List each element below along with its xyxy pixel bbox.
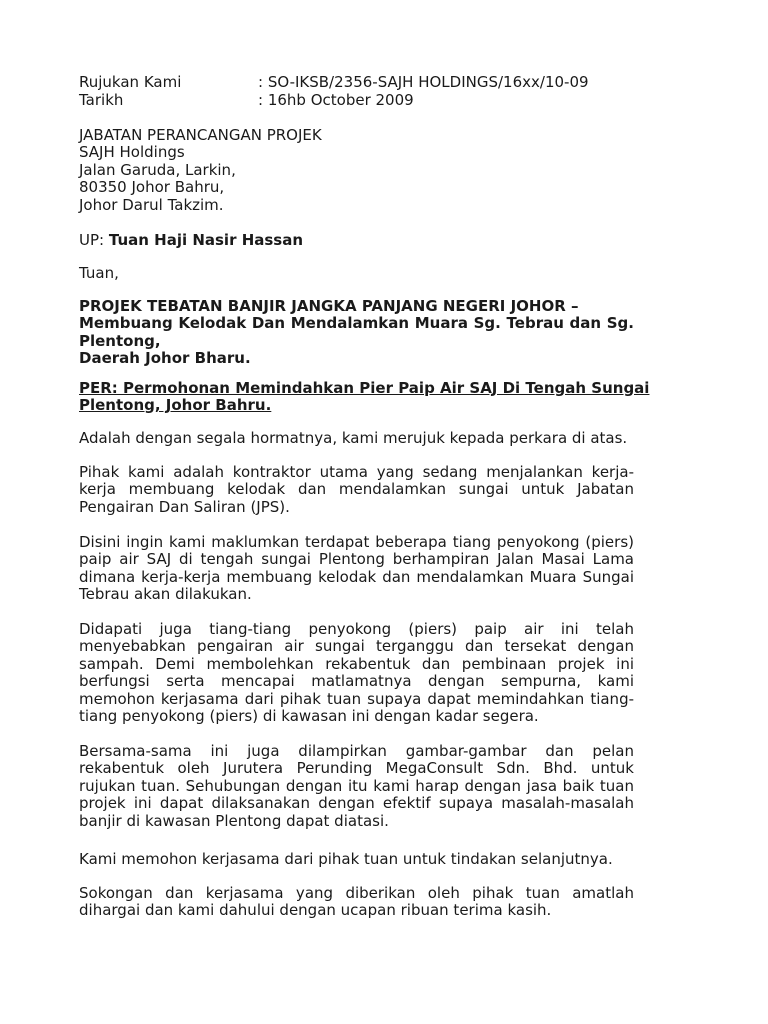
paragraph-1 [79,430,634,447]
paragraph-line: Tebrau akan dilakukan. [79,585,252,604]
subject-line: Plentong, Johor Bahru. [79,396,272,415]
subject-heading [79,379,650,415]
paragraph-5 [79,743,634,830]
attention-label: UP: [79,231,109,249]
paragraph-line: tiang penyokong (piers) di kawasan ini dengan kadar segera. [79,707,539,726]
paragraph-line: memohon kerjasama dari pihak tuan supaya dapat memindahkan tiang- [79,689,634,708]
paragraph-line: projek ini dapat dilaksanakan dengan efektif supaya masalah-masalah [79,794,634,813]
paragraph-line: paip air SAJ di tengah sungai Plentong berhampiran Jalan Masai Lama [79,550,634,569]
address-line: SAJH Holdings [79,143,185,162]
address-line: Jalan Garuda, Larkin, [79,160,236,179]
date-label: Tarikh [79,90,124,109]
reference-label: Rujukan Kami [79,73,182,91]
paragraph-line: Bersama-sama ini juga dilampirkan gambar-gambar dan pelan [79,742,634,760]
subject-line: PER: Permohonan Memindahkan Pier Paip Air SAJ Di Tengah Sungai [79,379,650,397]
salutation: Tuan, [79,264,119,282]
paragraph-line: rekabentuk oleh Jurutera Perunding MegaConsult Sdn. Bhd. untuk [79,759,634,778]
project-heading [79,298,634,368]
paragraph-line: Sokongan dan kerjasama yang diberikan oleh pihak tuan amatlah [79,884,634,902]
paragraph-7 [79,885,634,920]
paragraph-line: Pengairan Dan Saliran (JPS). [79,497,290,516]
paragraph-2 [79,464,634,516]
paragraph-line: menyebabkan pengairan air sungai terganggu dan tersekat dengan [79,637,634,656]
project-heading-line: Membuang Kelodak Dan Mendalamkan Muara Sg. Tebrau dan Sg. [79,314,634,333]
paragraph-line: Disini ingin kami maklumkan terdapat beberapa tiang penyokong (piers) [79,533,634,551]
attention-line [79,232,634,249]
paragraph-line: Kami memohon kerjasama dari pihak tuan untuk tindakan selanjutnya. [79,850,613,868]
paragraph-line: kerja membuang kelodak dan mendalamkan sungai untuk Jabatan [79,480,634,499]
reference-value: : SO-IKSB/2356-SAJH HOLDINGS/16xx/10-09 [258,73,589,91]
date-value: : 16hb October 2009 [258,90,414,109]
paragraph-6 [79,851,634,868]
paragraph-line: Adalah dengan segala hormatnya, kami merujuk kepada perkara di atas. [79,429,628,447]
paragraph-line: dihargai dan kami dahului dengan ucapan ribuan terima kasih. [79,901,552,920]
project-heading-line: PROJEK TEBATAN BANJIR JANGKA PANJANG NEGERI JOHOR – [79,297,579,315]
recipient-address [79,127,634,214]
paragraph-line: Didapati juga tiang-tiang penyokong (piers) paip air ini telah [79,620,634,638]
address-line: JABATAN PERANCANGAN PROJEK [79,126,322,144]
project-heading-line: Daerah Johor Bharu. [79,349,251,368]
paragraph-line: Pihak kami adalah kontraktor utama yang sedang menjalankan kerja- [79,463,634,481]
paragraph-4 [79,621,634,725]
paragraph-line: sampah. Demi membolehkan rekabentuk dan pembinaan projek ini [79,654,634,673]
paragraph-line: dimana kerja-kerja membuang kelodak dan mendalamkan Muara Sungai [79,567,634,586]
paragraph-line: banjir di kawasan Plentong dapat diatasi. [79,811,389,830]
address-line: 80350 Johor Bahru, [79,178,225,197]
paragraph-line: rujukan tuan. Sehubungan dengan itu kami harap dengan jasa baik tuan [79,776,634,795]
address-line: Johor Darul Takzim. [79,195,224,214]
attention-name: Tuan Haji Nasir Hassan [108,231,304,249]
paragraph-3 [79,534,634,604]
reference-block [0,74,768,110]
project-heading-line: Plentong, [79,331,161,350]
paragraph-line: berfungsi serta mencapai matlamatnya dengan sempurna, kami [79,672,634,691]
